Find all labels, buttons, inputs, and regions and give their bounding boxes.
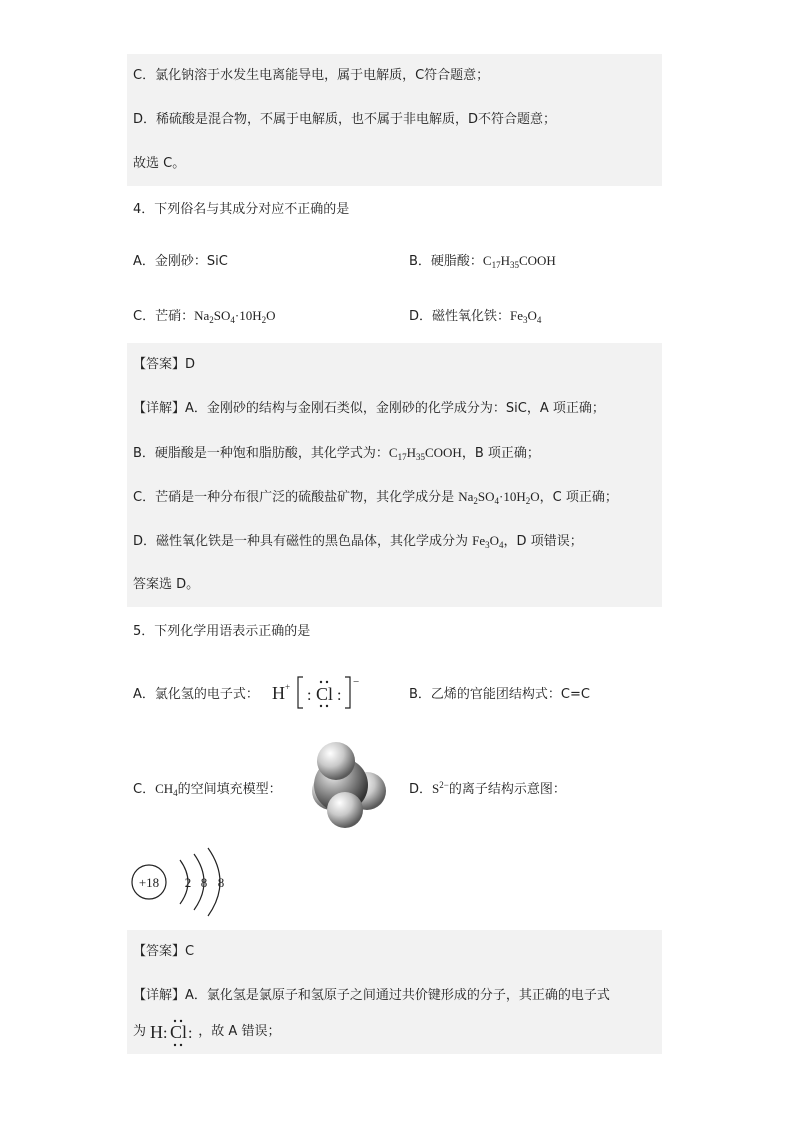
q4-option-b [409, 250, 556, 269]
q4-option-c [133, 305, 275, 324]
hcl-correct-electron-formula [150, 1017, 194, 1047]
svg-text::: : [188, 1024, 193, 1042]
q4-option-a [133, 250, 228, 269]
q5-option-a [133, 683, 259, 702]
q5-option-a-label: A．氯化氢的电子式： [133, 687, 259, 702]
hcl-wrong-electron-formula [270, 672, 365, 712]
q4-option-c-label: C．芒硝： [133, 309, 195, 324]
q5-answer: 【答案】C [127, 930, 662, 974]
nucleus-charge: +18 [138, 875, 160, 890]
svg-text:Cl: Cl [170, 1021, 188, 1042]
q4-option-d [409, 305, 541, 324]
stearic-acid-formula: $C_{17}H_{35}COOH$ [482, 253, 556, 270]
q5-detail-a-2-suffix: ，故 A 错误； [198, 1024, 281, 1039]
q4-detail-c [127, 475, 662, 519]
q4-detail-b-tail: ，B 项正确； [461, 446, 540, 461]
q4-option-a-formula: SiC [206, 254, 228, 269]
q3-option-c-explanation: C．氯化钠溶于水发生电离能导电，属于电解质，C符合题意； [127, 54, 662, 98]
q3-conclusion: 故选 C。 [127, 142, 662, 186]
q4-conclusion: 答案选 D。 [127, 563, 662, 607]
q5-option-c-label: 的空间填充模型： [177, 782, 282, 797]
methane-hydrogen-atom-top [317, 742, 355, 780]
methane-formula: $CH_4$ [155, 781, 178, 798]
shell-electron-count-1: 2 [184, 875, 192, 890]
q5-stem: 5．下列化学用语表示正确的是 [133, 624, 311, 639]
methane-hydrogen-atom-bottom [327, 792, 363, 828]
svg-text::: : [337, 687, 342, 704]
q4-stem: 4．下列俗名与其成分对应不正确的是 [133, 202, 350, 217]
methane-space-filling-model [296, 738, 392, 830]
q4-detail-a: 【详解】A．金刚砂的结构与金刚石类似，金刚砂的化学成分为：SiC，A 项正确； [127, 387, 662, 431]
q5-option-d-label: 的离子结构示意图： [448, 782, 566, 797]
glauber-salt-formula-detail: $Na_2SO_4\cdot 10H_2O$ [458, 489, 540, 506]
svg-text:Cl: Cl [316, 684, 334, 704]
q5-option-c-letter: C． [133, 782, 156, 797]
q4-option-b-label: B．硬脂酸： [409, 254, 483, 269]
shell-electron-count-2: 8 [200, 875, 208, 890]
q5-detail-a-2-prefix: 为 [133, 1024, 147, 1039]
q5-option-b: B．乙烯的官能团结构式：C=C [409, 687, 590, 702]
svg-text:H: H [150, 1021, 164, 1042]
glauber-salt-formula: $Na_2SO_4\cdot 10H_2O$ [194, 308, 276, 325]
q5-detail-a-1: 【详解】A．氯化氢是氯原子和氢原子之间通过共价键形成的分子，其正确的电子式 [127, 974, 662, 1018]
q4-detail-d [127, 519, 662, 563]
sulfide-ion-symbol: $S^{2-}$ [432, 780, 449, 796]
q4-option-d-label: D．磁性氧化铁： [409, 309, 511, 324]
q5-option-d [409, 778, 566, 797]
shell-electron-count-3: 8 [217, 875, 225, 890]
svg-text::: : [307, 687, 312, 704]
q4-detail-c-text: C．芒硝是一种分布很广泛的硫酸盐矿物，其化学成分是 [133, 490, 459, 505]
q4-option-a-label: A．金刚砂： [133, 254, 207, 269]
q4-answer: 【答案】D [127, 343, 662, 387]
q3-option-d-explanation: D．稀硫酸是混合物，不属于电解质，也不属于非电解质，D不符合题意； [127, 98, 662, 142]
q4-detail-b-text: B．硬脂酸是一种饱和脂肪酸，其化学式为： [133, 446, 389, 461]
magnetite-formula: $Fe_3O_4$ [510, 308, 542, 325]
q5-option-d-letter: D． [409, 782, 433, 797]
q4-detail-b [127, 431, 662, 475]
svg-text:+: + [285, 682, 291, 692]
stearic-acid-formula-detail: $C_{17}H_{35}COOH$ [388, 445, 462, 462]
q4-detail-d-text: D．磁性氧化铁是一种具有磁性的黑色晶体，其化学成分为 [133, 534, 473, 549]
wrong-ion-structure-diagram [128, 845, 233, 920]
magnetite-formula-detail: $Fe_3O_4$ [472, 533, 504, 550]
svg-text:−: − [353, 676, 360, 688]
q5-detail-a-2 [127, 1010, 662, 1054]
q4-detail-c-tail: ，C 项正确； [539, 490, 618, 505]
svg-text::: : [163, 1024, 168, 1042]
q5-option-c [133, 778, 282, 797]
q4-detail-d-tail: ，D 项错误； [503, 534, 583, 549]
svg-text:H: H [272, 683, 285, 703]
